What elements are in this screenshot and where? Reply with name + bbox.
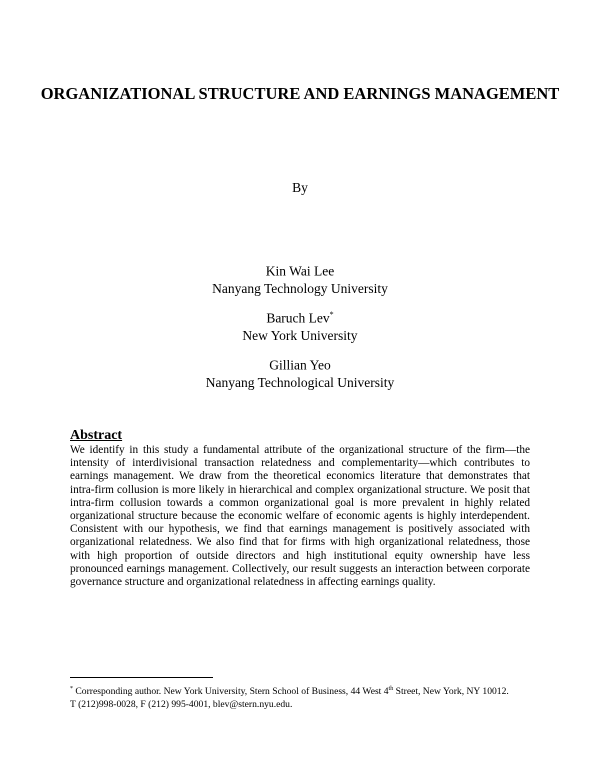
footnote-mark: * xyxy=(70,686,73,692)
by-line: By xyxy=(292,180,308,195)
author-affiliation: New York University xyxy=(242,327,358,343)
abstract-text: We identify in this study a fundamental attribute of the organizational structure of the firm—the intensity of interdivisional transaction relatedness and complementarity—which contributes to earnings management. We draw from the theoretical economics literature that demonstrates that intra-firm collusion is more likely in hierarchical and complex organizational structure. We posit that intra-firm collusion towards a common organizational goal is more prevalent in highly related organizational structure because the economic welfare of economic agents is highly interdependent. Consistent with our hypothesis, we find that earnings management is positively associated with organizational relatedness. We also find that for firms with high organizational relatedness, those with high proportion of outside directors and high institutional equity ownership have less pronounced earnings management. Collectively, our result suggests an interaction between corporate governance structure and organizational relatedness in affecting earnings quality. xyxy=(70,444,530,589)
footnote: * Corresponding author. New York University, Stern School of Business, 44 West 4th Street, New York, NY 10012. T (212)998-0028, F (212) 995-4001, blev@stern.nyu.edu. xyxy=(70,686,509,711)
author-name: Baruch Lev* xyxy=(266,310,334,326)
abstract-heading: Abstract xyxy=(70,428,123,443)
author-block xyxy=(0,259,600,297)
paper-title: ORGANIZATIONAL STRUCTURE AND EARNINGS MANAGEMENT xyxy=(40,84,560,103)
corresponding-author-mark: * xyxy=(329,310,334,319)
author-affiliation: Nanyang Technology University xyxy=(212,280,388,296)
author-name: Gillian Yeo xyxy=(269,357,331,373)
footnote-contact: T (212)998-0028, F (212) 995-4001, blev@stern.nyu.edu. xyxy=(70,699,293,711)
author-name: Kin Wai Lee xyxy=(265,263,335,279)
author-block xyxy=(0,306,600,344)
author-block xyxy=(0,353,600,391)
footnote-divider xyxy=(70,677,213,678)
author-affiliation: Nanyang Technological University xyxy=(205,374,395,390)
